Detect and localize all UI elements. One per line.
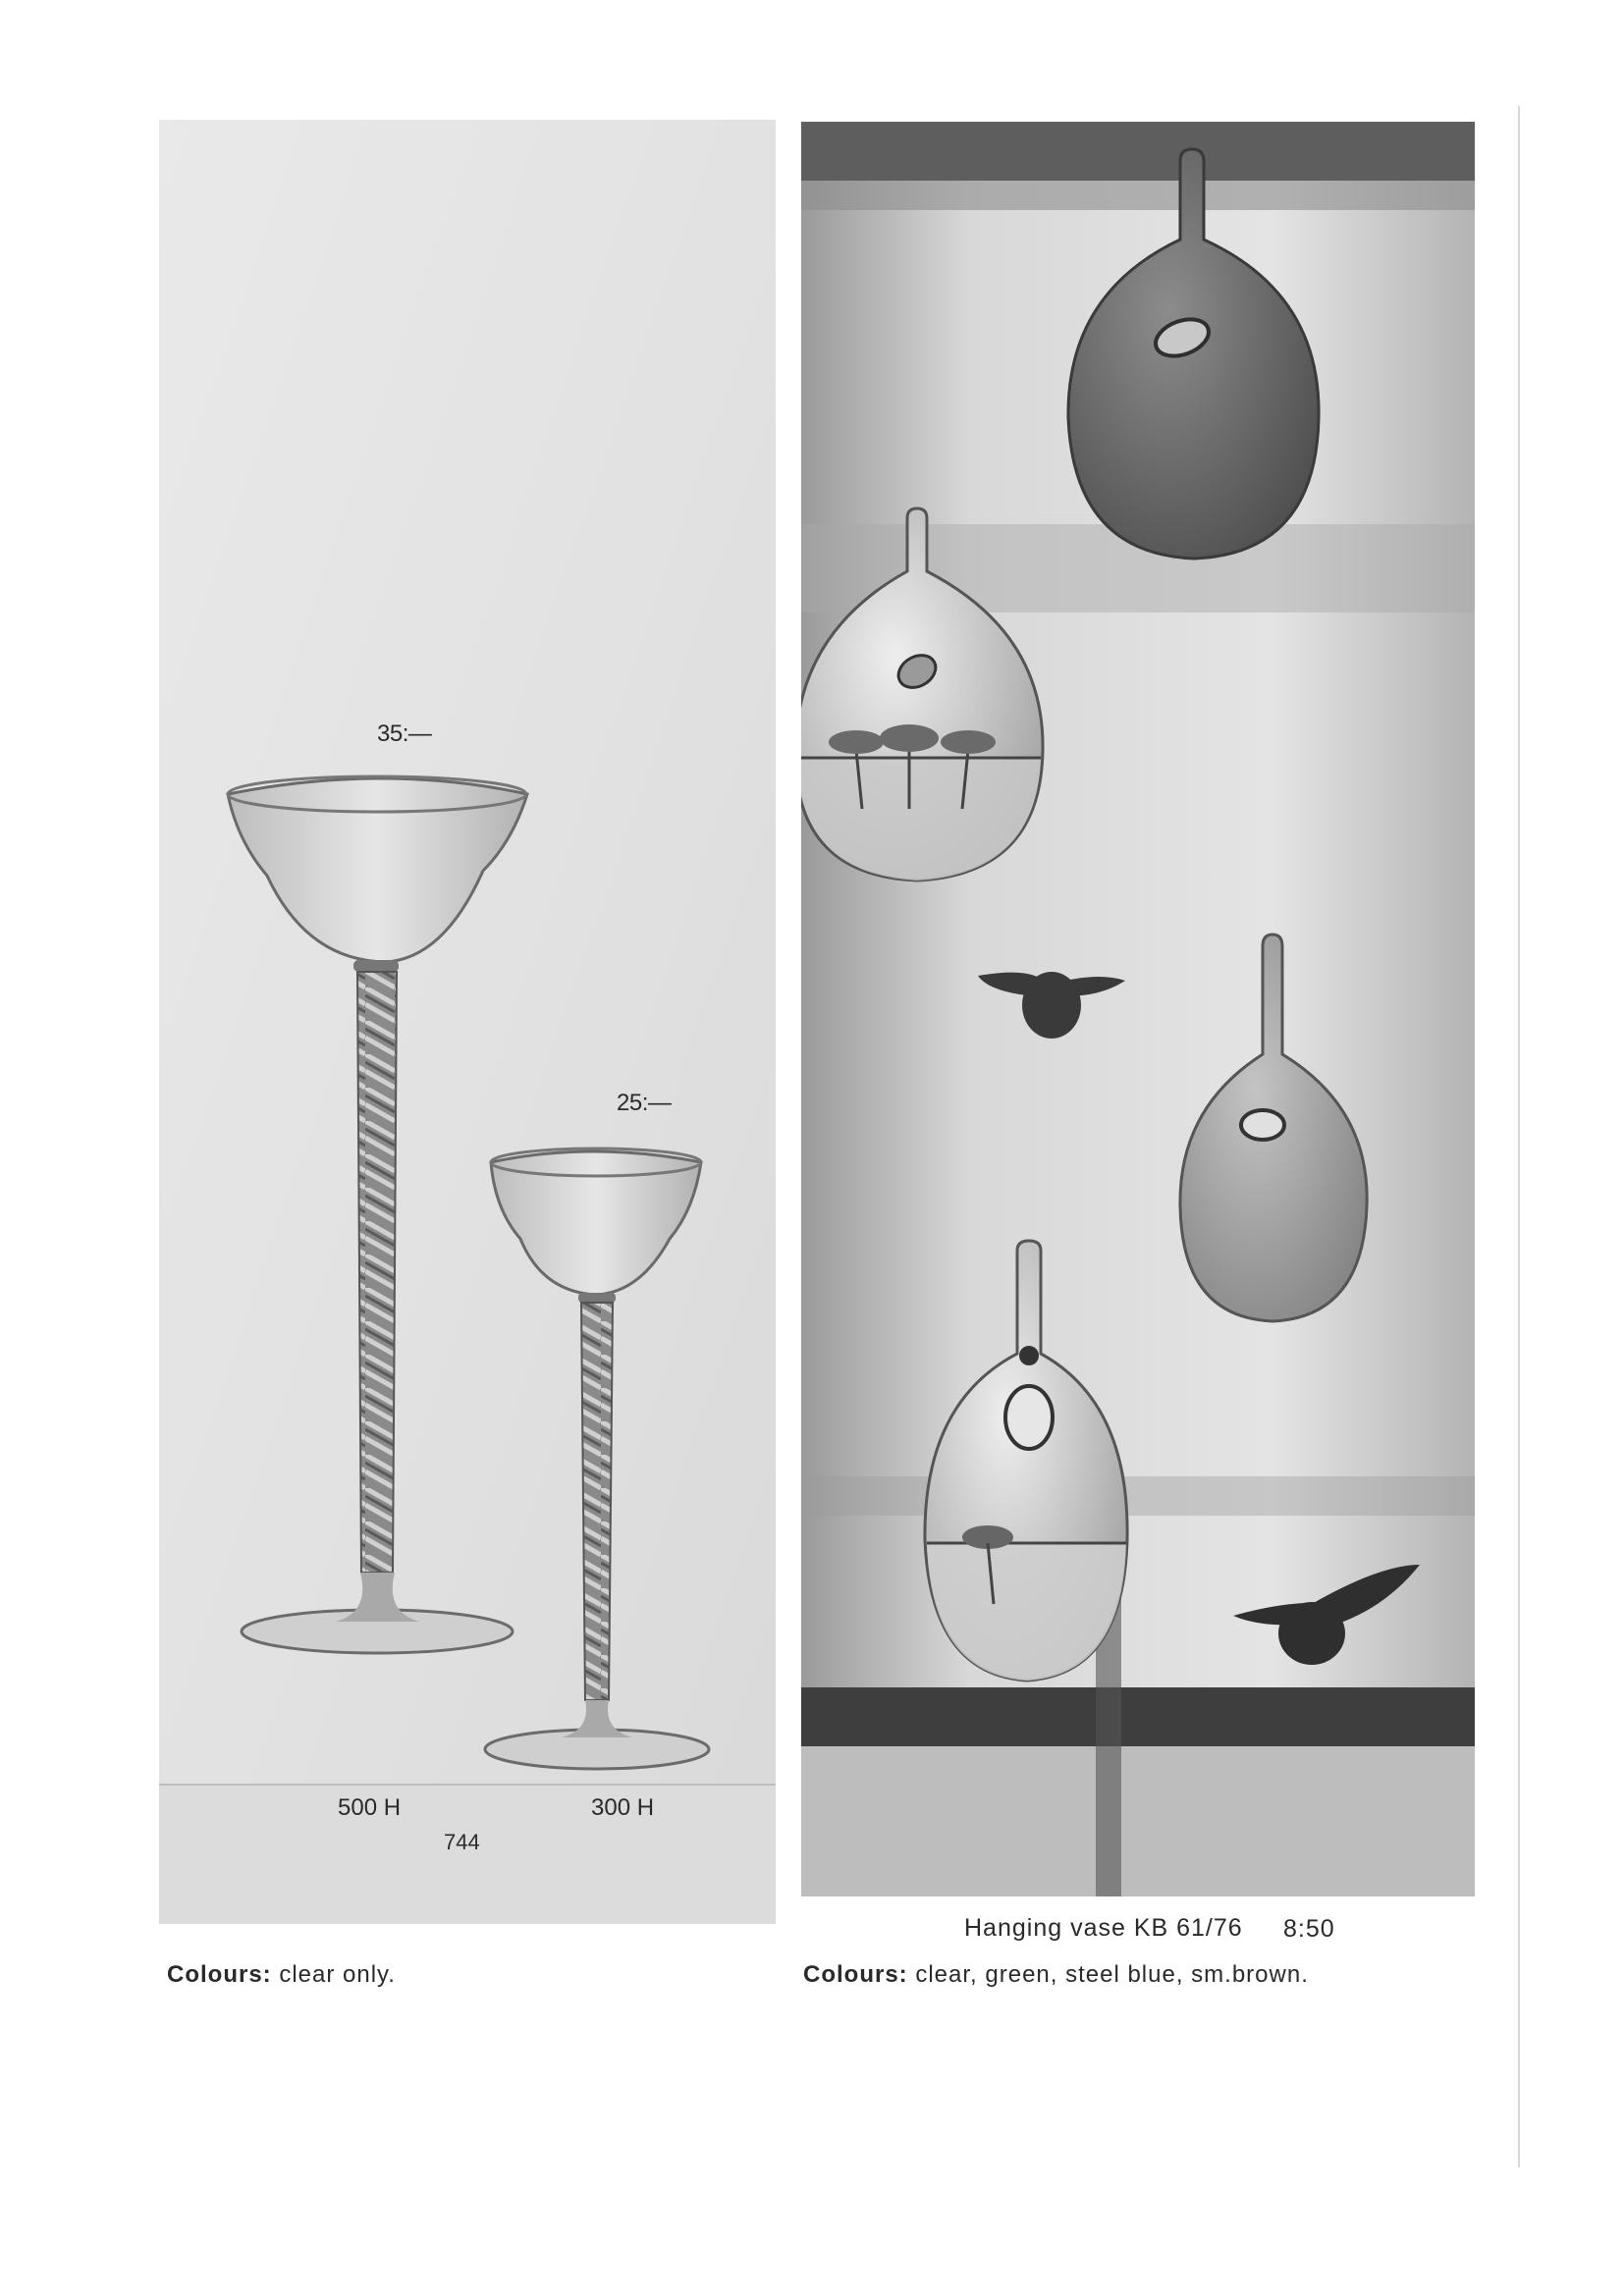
left-colours-value: clear only. (279, 1961, 396, 1988)
right-colours-value: clear, green, steel blue, sm.brown. (915, 1961, 1309, 1988)
right-colours-label: Colours: (803, 1961, 908, 1988)
right-colours-line (803, 1961, 1309, 1989)
stemmed-glasses-illustration (159, 120, 776, 1924)
hanging-vases-photo (801, 122, 1475, 1896)
height-large-glass: 500 H (338, 1794, 402, 1821)
scan-edge-line (1518, 106, 1520, 2167)
hanging-vases-illustration (801, 122, 1475, 1896)
vase-caption-price: 8:50 (1283, 1915, 1335, 1943)
left-colours-line (167, 1961, 396, 1989)
model-number: 744 (444, 1830, 480, 1854)
price-small-glass: 25:— (617, 1090, 672, 1116)
height-small-glass: 300 H (591, 1794, 655, 1821)
vase-caption-name: Hanging vase KB 61/76 (964, 1914, 1243, 1942)
price-large-glass: 35:— (377, 721, 432, 747)
stemmed-glasses-photo (159, 120, 776, 1924)
left-colours-label: Colours: (167, 1961, 272, 1988)
